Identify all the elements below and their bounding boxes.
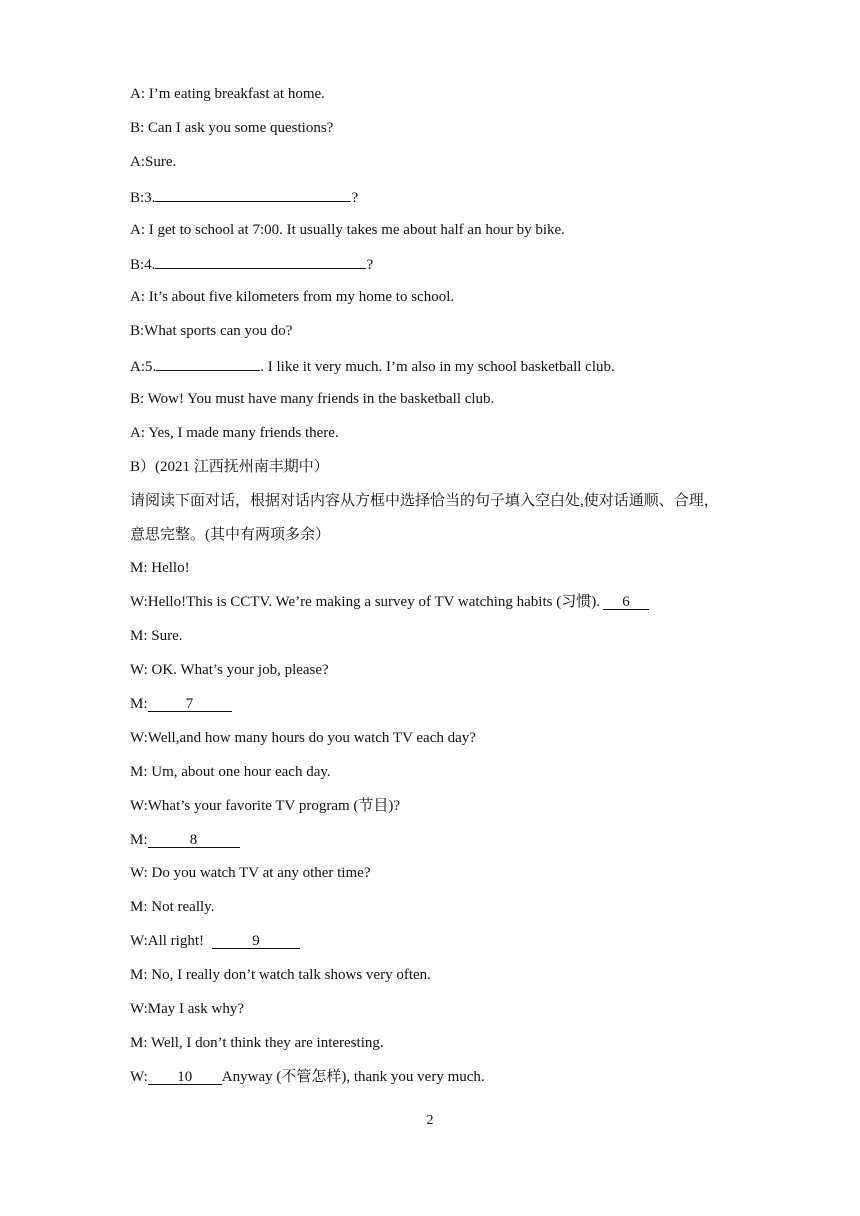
dialogue-line [130, 897, 730, 931]
line-text: . I like it very much. I’m also in my school basketball club. [260, 359, 615, 376]
line-text: W: OK. What’s your job, please? [130, 662, 329, 679]
line-text: ? [366, 257, 374, 274]
dialogue-line [130, 186, 730, 220]
dialogue-line [130, 220, 730, 254]
line-text: W:All right! [130, 933, 205, 950]
dialogue-line [130, 931, 730, 965]
line-text: 请阅读下面对话，根据对话内容从方框中选择恰当的句子填入空白处,使对话通顺、合理， [130, 492, 719, 509]
dialogue-line [130, 355, 730, 389]
answer-blank-5[interactable] [156, 355, 260, 371]
dialogue-line [130, 84, 730, 118]
line-text: A: I get to school at 7:00. It usually takes me about half an hour by bike. [130, 221, 565, 238]
line-text: W:What’s your favorite TV program (节目)? [130, 797, 401, 814]
dialogue-line [130, 965, 730, 999]
answer-blank-10[interactable] [148, 1069, 222, 1085]
section-heading [130, 457, 730, 491]
line-text: B:4. [130, 257, 156, 274]
dialogue-line [130, 762, 730, 796]
line-text: A: It’s about five kilometers from my home to school. [130, 289, 455, 306]
dialogue-line [130, 321, 730, 355]
line-text: A: I’m eating breakfast at home. [130, 86, 325, 102]
dialogue-line [130, 287, 730, 321]
dialogue-line [130, 592, 730, 626]
dialogue-line [130, 423, 730, 457]
blank-number: 8 [189, 831, 198, 848]
line-text: W:May I ask why? [130, 1001, 244, 1018]
line-text: B:3. [130, 189, 156, 206]
answer-blank-7[interactable] [148, 696, 232, 712]
line-text: W:Well,and how many hours do you watch TV each day? [130, 729, 476, 746]
answer-blank-9[interactable] [212, 933, 300, 949]
line-text: M: [130, 696, 148, 713]
line-text: B）(2021 江西抚州南丰期中） [130, 458, 329, 475]
dialogue-line [130, 694, 730, 728]
line-text: M: Sure. [130, 628, 183, 645]
line-text: B: Wow! You must have many friends in the basketball club. [130, 391, 495, 408]
dialogue-line [130, 118, 730, 152]
dialogue-line [130, 1033, 730, 1067]
line-text: A: Yes, I made many friends there. [130, 424, 339, 441]
line-text: 意思完整。(其中有两项多余） [130, 526, 330, 543]
line-text: M: [130, 831, 148, 848]
dialogue-line [130, 253, 730, 287]
line-text: ? [351, 189, 359, 206]
instruction-line [130, 491, 730, 525]
answer-blank-6[interactable] [603, 594, 649, 610]
dialogue-line [130, 389, 730, 423]
line-text: M: Um, about one hour each day. [130, 763, 331, 780]
line-text: M: No, I really don’t watch talk shows very often. [130, 967, 431, 984]
answer-blank-4[interactable] [155, 253, 366, 269]
page-number: 2 [426, 1113, 434, 1128]
line-text: W: [130, 1068, 148, 1085]
line-text: Anyway (不管怎样), thank you very much. [221, 1068, 485, 1085]
line-text: W: Do you watch TV at any other time? [130, 865, 371, 882]
dialogue-line [130, 626, 730, 660]
dialogue-line [130, 558, 730, 592]
line-text: A:Sure. [130, 153, 177, 170]
line-text: M: Not really. [130, 899, 215, 916]
line-text: M: Well, I don’t think they are interesting. [130, 1034, 384, 1051]
blank-number: 6 [622, 594, 630, 611]
dialogue-line [130, 728, 730, 762]
line-text: B:What sports can you do? [130, 323, 293, 340]
blank-number: 7 [185, 696, 194, 713]
line-text: A:5. [130, 359, 157, 376]
dialogue-line [130, 830, 730, 864]
blank-number: 10 [177, 1068, 193, 1085]
blank-number: 9 [252, 933, 260, 950]
dialogue-content [130, 84, 730, 1101]
instruction-line [130, 525, 730, 559]
dialogue-line [130, 796, 730, 830]
line-text: B: Can I ask you some questions? [130, 119, 334, 136]
line-text: M: Hello! [130, 560, 190, 577]
dialogue-line [130, 1067, 730, 1101]
line-text: W:Hello!This is CCTV. We’re making a survey of TV watching habits (习惯). [130, 594, 600, 611]
dialogue-line [130, 999, 730, 1033]
answer-blank-3[interactable] [155, 186, 351, 202]
answer-blank-8[interactable] [148, 832, 240, 848]
dialogue-line [130, 660, 730, 694]
dialogue-line [130, 152, 730, 186]
dialogue-line [130, 863, 730, 897]
